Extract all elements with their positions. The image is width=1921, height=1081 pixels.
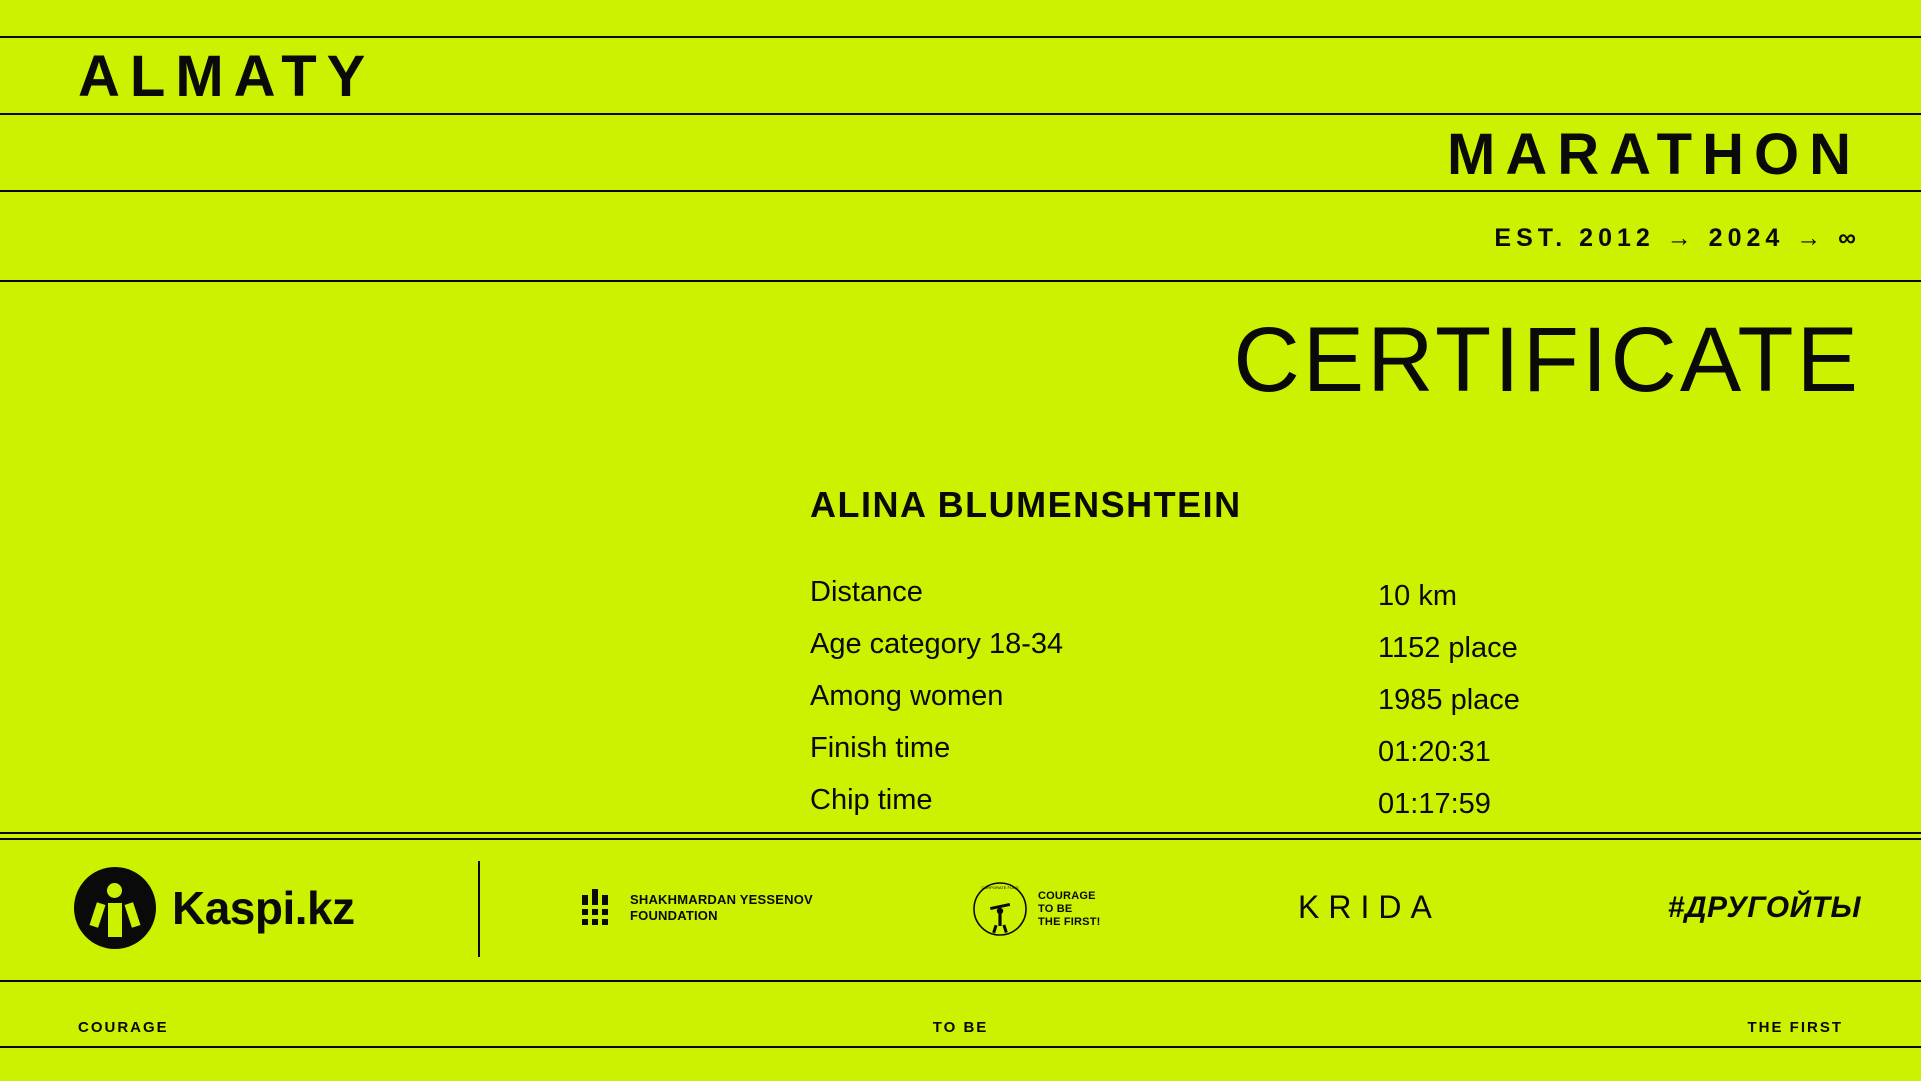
- yessenov-line-2: FOUNDATION: [630, 908, 718, 923]
- divider-line-7: [0, 980, 1921, 982]
- table-row: [810, 624, 1810, 676]
- sponsor-yessenov: [582, 887, 813, 929]
- kaspi-logo-icon: [74, 867, 156, 949]
- sponsor-drugoyty: #ДРУГОЙТЫ: [1667, 891, 1861, 924]
- page-title: CERTIFICATE: [1233, 309, 1861, 411]
- result-value: 01:20:31: [1378, 736, 1491, 768]
- courage-fund-wordmark: [1038, 890, 1101, 929]
- courage-fund-line-2: TO BE: [1038, 902, 1073, 915]
- svg-text:CORPORATE FUND: CORPORATE FUND: [981, 885, 1019, 890]
- footer-right: THE FIRST: [1747, 1019, 1843, 1036]
- established-line: EST. 2012 → 2024 → ∞: [1494, 224, 1861, 252]
- divider-line-8: [0, 1046, 1921, 1048]
- divider-line-5: [0, 832, 1921, 834]
- courage-fund-line-3: THE FIRST!: [1038, 915, 1101, 928]
- courage-fund-line-1: COURAGE: [1038, 889, 1096, 902]
- brand-line-almaty: ALMATY: [78, 44, 376, 109]
- table-row: [810, 780, 1810, 832]
- divider-line-1: [0, 36, 1921, 38]
- table-row: [810, 676, 1810, 728]
- result-label: Age category 18-34: [810, 628, 1064, 660]
- result-value: 1985 place: [1378, 684, 1520, 716]
- courage-fund-seal-icon: [972, 881, 1028, 937]
- footer-left: COURAGE: [78, 1019, 169, 1036]
- result-label: Among women: [810, 680, 1004, 712]
- result-value: 10 km: [1378, 580, 1457, 612]
- yessenov-logo-icon: [582, 887, 618, 929]
- sponsor-kaspi: [74, 867, 355, 949]
- results-table: [810, 572, 1810, 832]
- divider-line-6: [0, 838, 1921, 840]
- result-value: 1152 place: [1378, 632, 1518, 664]
- result-label: Finish time: [810, 732, 951, 764]
- result-label: Chip time: [810, 784, 933, 816]
- footer-slogan: [0, 1018, 1921, 1046]
- divider-line-4: [0, 280, 1921, 282]
- yessenov-line-1: SHAKHMARDAN YESSENOV: [630, 892, 813, 907]
- divider-line-2: [0, 113, 1921, 115]
- kaspi-wordmark: Kaspi.kz: [172, 882, 355, 934]
- sponsor-krida: KRIDA: [1298, 889, 1441, 925]
- athlete-name: ALINA BLUMENSHTEIN: [810, 484, 1242, 525]
- brand-line-marathon: MARATHON: [1447, 122, 1861, 187]
- result-value: 01:17:59: [1378, 788, 1491, 820]
- sponsor-courage-fund: [972, 881, 1101, 937]
- table-row: [810, 572, 1810, 624]
- divider-line-3: [0, 190, 1921, 192]
- footer-center: TO BE: [932, 1019, 989, 1036]
- result-label: Distance: [810, 576, 923, 608]
- sponsor-strip: [0, 845, 1921, 979]
- table-row: [810, 728, 1810, 780]
- sponsor-divider: [478, 861, 480, 957]
- yessenov-wordmark: [630, 892, 813, 924]
